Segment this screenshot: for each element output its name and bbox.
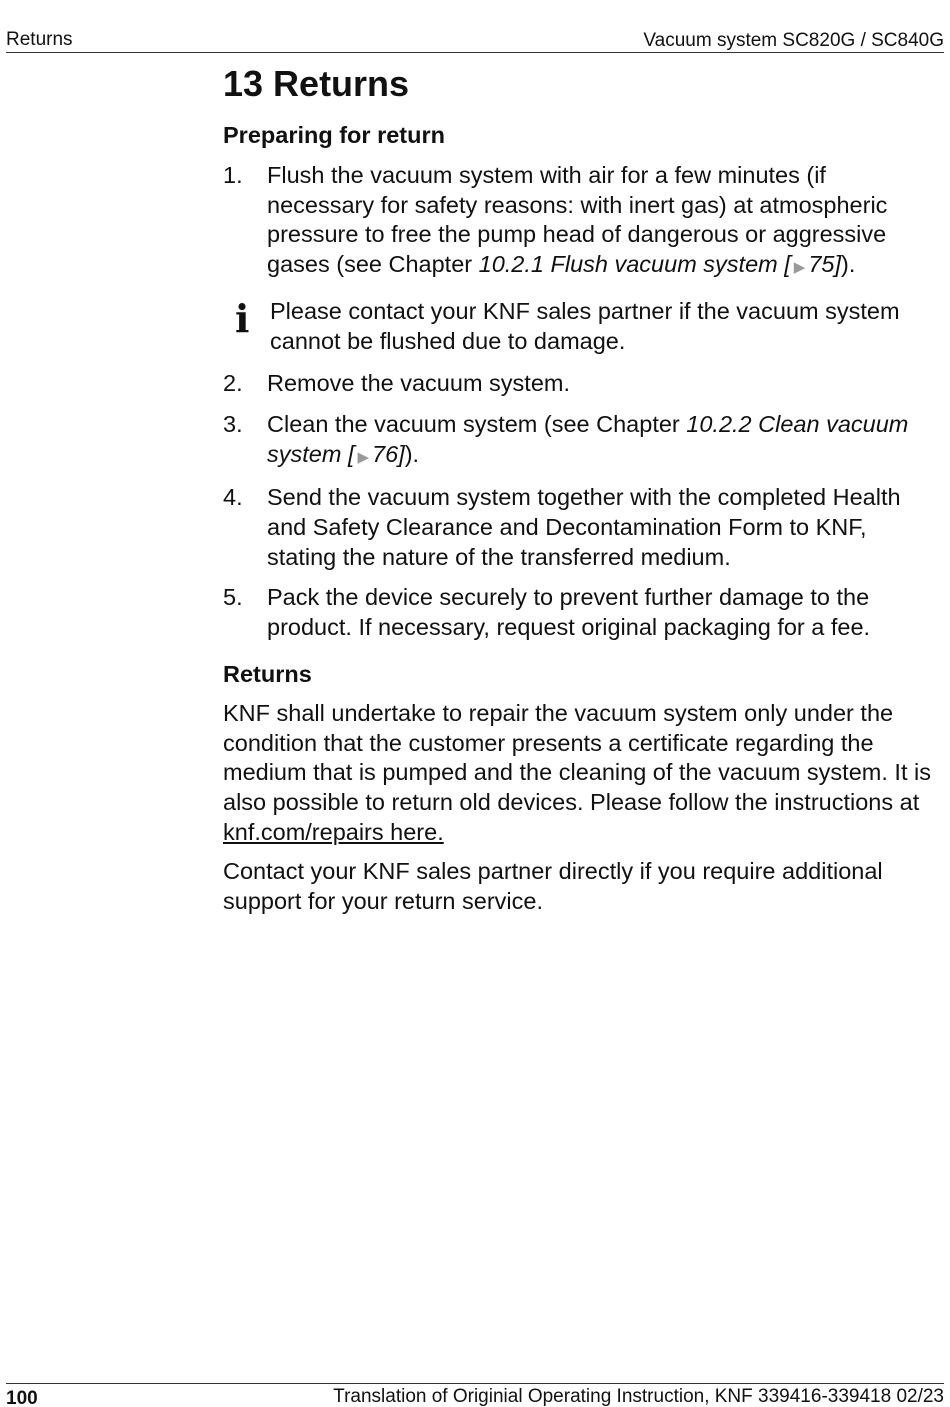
step-text-main: Flush the vacuum system with air for a few minutes (if necessary for safety reasons: with inert gas) at atmospheric pressure to free the pump head of dangerous or aggressive gases (see Chapter: [267, 162, 888, 278]
chapter-reference-title: 10.2.2 Clean vacuum system [: [267, 410, 909, 467]
list-item: [223, 410, 935, 472]
header-product-name: Vacuum system SC820G / SC840G: [643, 30, 944, 51]
header-section-title: Returns: [6, 29, 73, 50]
step-text: Send the vacuum system together with the completed Health and Safety Clearance and Decontamination Form to KNF, stating the nature of the transferred medium.: [267, 484, 901, 570]
repairs-link[interactable]: knf.com/repairs here.: [223, 818, 444, 845]
chapter-reference-link[interactable]: [479, 251, 841, 277]
list-item: [223, 583, 935, 642]
contact-paragraph: Contact your KNF sales partner directly if you require additional support for your return service.: [223, 858, 883, 915]
step-number: 1.: [223, 162, 243, 188]
page-number: 100: [6, 1388, 38, 1407]
arrow-right-icon: ▶: [793, 259, 806, 277]
section-heading-returns: Returns: [223, 660, 312, 687]
step-number: 3.: [223, 410, 243, 437]
returns-paragraph-text: KNF shall undertake to repair the vacuum system only under the condition that the customer presents a certificate regarding the medium that is pumped and the cleaning of the vacuum system. It is also possible to return old devices. Please follow the instructions at: [223, 699, 931, 815]
info-icon: i: [235, 295, 250, 341]
step-text: Pack the device securely to prevent further damage to the product. If necessary, request original packaging for a fee.: [267, 584, 871, 641]
step-number: 2.: [223, 370, 243, 397]
step-text-main: Clean the vacuum system (see Chapter: [267, 410, 687, 437]
page-title: 13 Returns: [223, 63, 410, 104]
list-item: [223, 369, 935, 399]
info-note: [223, 297, 935, 356]
info-note-text: Please contact your KNF sales partner if the vacuum system cannot be flushed due to damage.: [270, 297, 900, 354]
chapter-reference-page: 76]: [372, 440, 405, 467]
step-text-end: ).: [841, 251, 856, 278]
step-number: 4.: [223, 484, 243, 511]
list-item: [223, 161, 935, 283]
returns-paragraph: [223, 699, 935, 848]
step-number: 5.: [223, 584, 243, 611]
step-text: [267, 161, 935, 283]
preparing-steps-list: [223, 161, 935, 283]
page-content: [223, 62, 935, 917]
step-text-end: ).: [404, 440, 420, 467]
preparing-steps-list-continued: [223, 369, 935, 643]
step-text: Remove the vacuum system.: [267, 370, 570, 397]
page-header: [6, 27, 944, 53]
section-heading-preparing: Preparing for return: [223, 122, 445, 148]
arrow-right-icon: ▶: [357, 448, 370, 466]
step-text: [267, 410, 935, 472]
footer-document-info: Translation of Originial Operating Instruction, KNF 339416-339418 02/23: [333, 1386, 944, 1407]
page-footer: [6, 1383, 944, 1407]
chapter-reference-page: 75]: [808, 251, 841, 278]
chapter-reference-title: 10.2.1 Flush vacuum system [: [478, 251, 791, 278]
list-item: [223, 483, 935, 572]
